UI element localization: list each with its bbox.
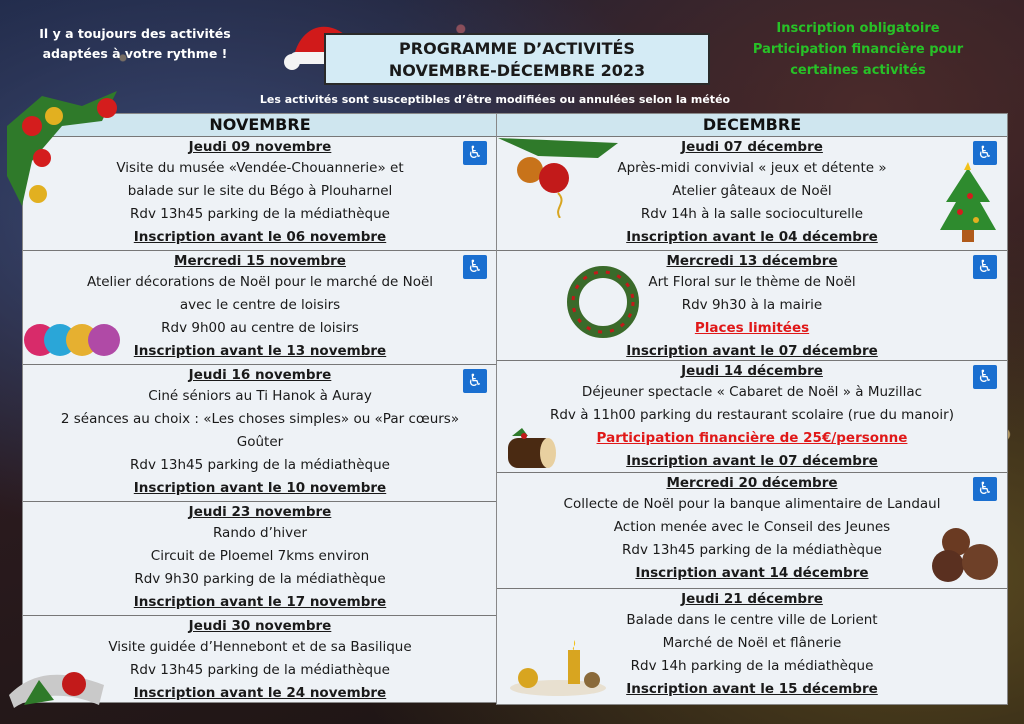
wreath-icon [566,266,640,338]
ornaments-icon [24,318,124,360]
event-line: Circuit de Ploemel 7kms environ [150,548,370,564]
wheelchair-icon: ♿ [973,255,997,279]
title-line-1: PROGRAMME D’ACTIVITÉS [399,39,635,58]
wheelchair-icon: ♿ [463,141,487,165]
event-line: Rdv 13h45 parking de la médiathèque [130,457,390,473]
event-line: Atelier gâteaux de Noël [672,183,832,199]
candles-icon [508,636,608,698]
event-line: Rdv 14h à la salle socioculturelle [640,206,864,222]
event-line: Balade dans le centre ville de Lorient [626,612,878,628]
event-line: Visite du musée «Vendée-Chouannerie» et [116,160,404,176]
event-line: avec le centre de loisirs [179,297,341,313]
event-inscription: Inscription avant 14 décembre [635,565,869,581]
event-line: Collecte de Noël pour la banque alimentaire de Landaul [563,496,941,512]
event-line: Marché de Noël et flânerie [662,635,842,651]
event-date: Jeudi 09 novembre [188,139,332,155]
event-line: Rdv 13h45 parking de la médiathèque [622,542,882,558]
event-line: Goûter [236,434,284,450]
event-inscription: Inscription avant le 24 novembre [133,685,387,701]
event-inscription: Inscription avant le 06 novembre [133,229,387,245]
event-line: Action menée avec le Conseil des Jeunes [613,519,891,535]
yule-log-icon [502,424,562,476]
tagline-line-1: Il y a toujours des activités [39,26,231,41]
november-heading: NOVEMBRE [23,114,497,137]
wheelchair-icon: ♿ [973,477,997,501]
fee-notice: Participation financière de 25€/personne [596,430,908,446]
event-inscription: Inscription avant le 15 décembre [626,681,878,697]
event-line: Rdv 9h00 au centre de loisirs [161,320,359,336]
event-inscription: Inscription avant le 17 novembre [133,594,387,610]
event-date: Jeudi 07 décembre [681,139,823,155]
limited-places-notice: Places limitées [694,320,810,336]
event-line: Rdv 9h30 à la mairie [681,297,823,313]
event-inscription: Inscription avant le 07 décembre [626,453,878,469]
event-line: Art Floral sur le thème de Noël [648,274,856,290]
event-date: Jeudi 23 novembre [188,504,332,520]
wheelchair-icon: ♿ [463,369,487,393]
notice-line-3: certaines activités [790,63,926,78]
event-inscription: Inscription avant le 04 décembre [626,229,878,245]
event-line: Après-midi convivial « jeux et détente » [617,160,887,176]
wheelchair-icon: ♿ [973,365,997,389]
event-line: Atelier décorations de Noël pour le marché de Noël [86,274,434,290]
event-date: Jeudi 16 novembre [188,367,332,383]
ribbon-ornament-icon [4,650,114,710]
event-line: Rdv à 11h00 parking du restaurant scolaire (rue du manoir) [549,407,954,423]
event-inscription: Inscription avant le 10 novembre [133,480,387,496]
wheelchair-icon: ♿ [463,255,487,279]
notice-line-1: Inscription obligatoire [776,21,940,36]
event-date: Jeudi 30 novembre [188,618,332,634]
tagline-line-2: adaptées à votre rythme ! [42,46,228,61]
event-block [23,502,497,616]
event-line: Rando d’hiver [212,525,308,541]
event-line: Ciné séniors au Ti Hanok à Auray [148,388,372,404]
event-line: Rdv 13h45 parking de la médiathèque [130,662,390,678]
bauble-branch-icon [498,128,618,218]
event-block [23,365,497,502]
event-line: balade sur le site du Bégo à Plouharnel [127,183,393,199]
notice-line-2: Participation financière pour [752,42,964,57]
event-line: Déjeuner spectacle « Cabaret de Noël » à Muzillac [581,384,923,400]
chocolates-icon [930,524,1002,586]
wheelchair-icon: ♿ [973,141,997,165]
event-block [497,361,1007,473]
event-date: Mercredi 13 décembre [666,253,838,269]
event-line: 2 séances au choix : «Les choses simples» ou «Par cœurs» [60,411,460,427]
event-date: Mercredi 15 novembre [174,253,346,269]
christmas-tree-icon [936,162,1000,248]
tagline [30,24,240,64]
event-date: Jeudi 14 décembre [681,363,823,379]
december-heading: DECEMBRE [497,114,1007,137]
title-line-2: NOVEMBRE-DÉCEMBRE 2023 [388,61,646,80]
event-date: Mercredi 20 décembre [666,475,838,491]
holly-garland-icon [2,86,122,216]
event-line: Visite guidée d’Hennebont et de sa Basilique [108,639,412,655]
title-box [324,33,710,85]
event-line: Rdv 13h45 parking de la médiathèque [130,206,390,222]
weather-disclaimer: Les activités sont susceptibles d’être modifiées ou annulées selon la météo [259,93,731,106]
event-line: Rdv 14h parking de la médiathèque [630,658,874,674]
event-inscription: Inscription avant le 07 décembre [626,343,878,359]
event-line: Rdv 9h30 parking de la médiathèque [134,571,386,587]
event-inscription: Inscription avant le 13 novembre [133,343,387,359]
event-date: Jeudi 21 décembre [681,591,823,607]
registration-notice [738,18,978,81]
